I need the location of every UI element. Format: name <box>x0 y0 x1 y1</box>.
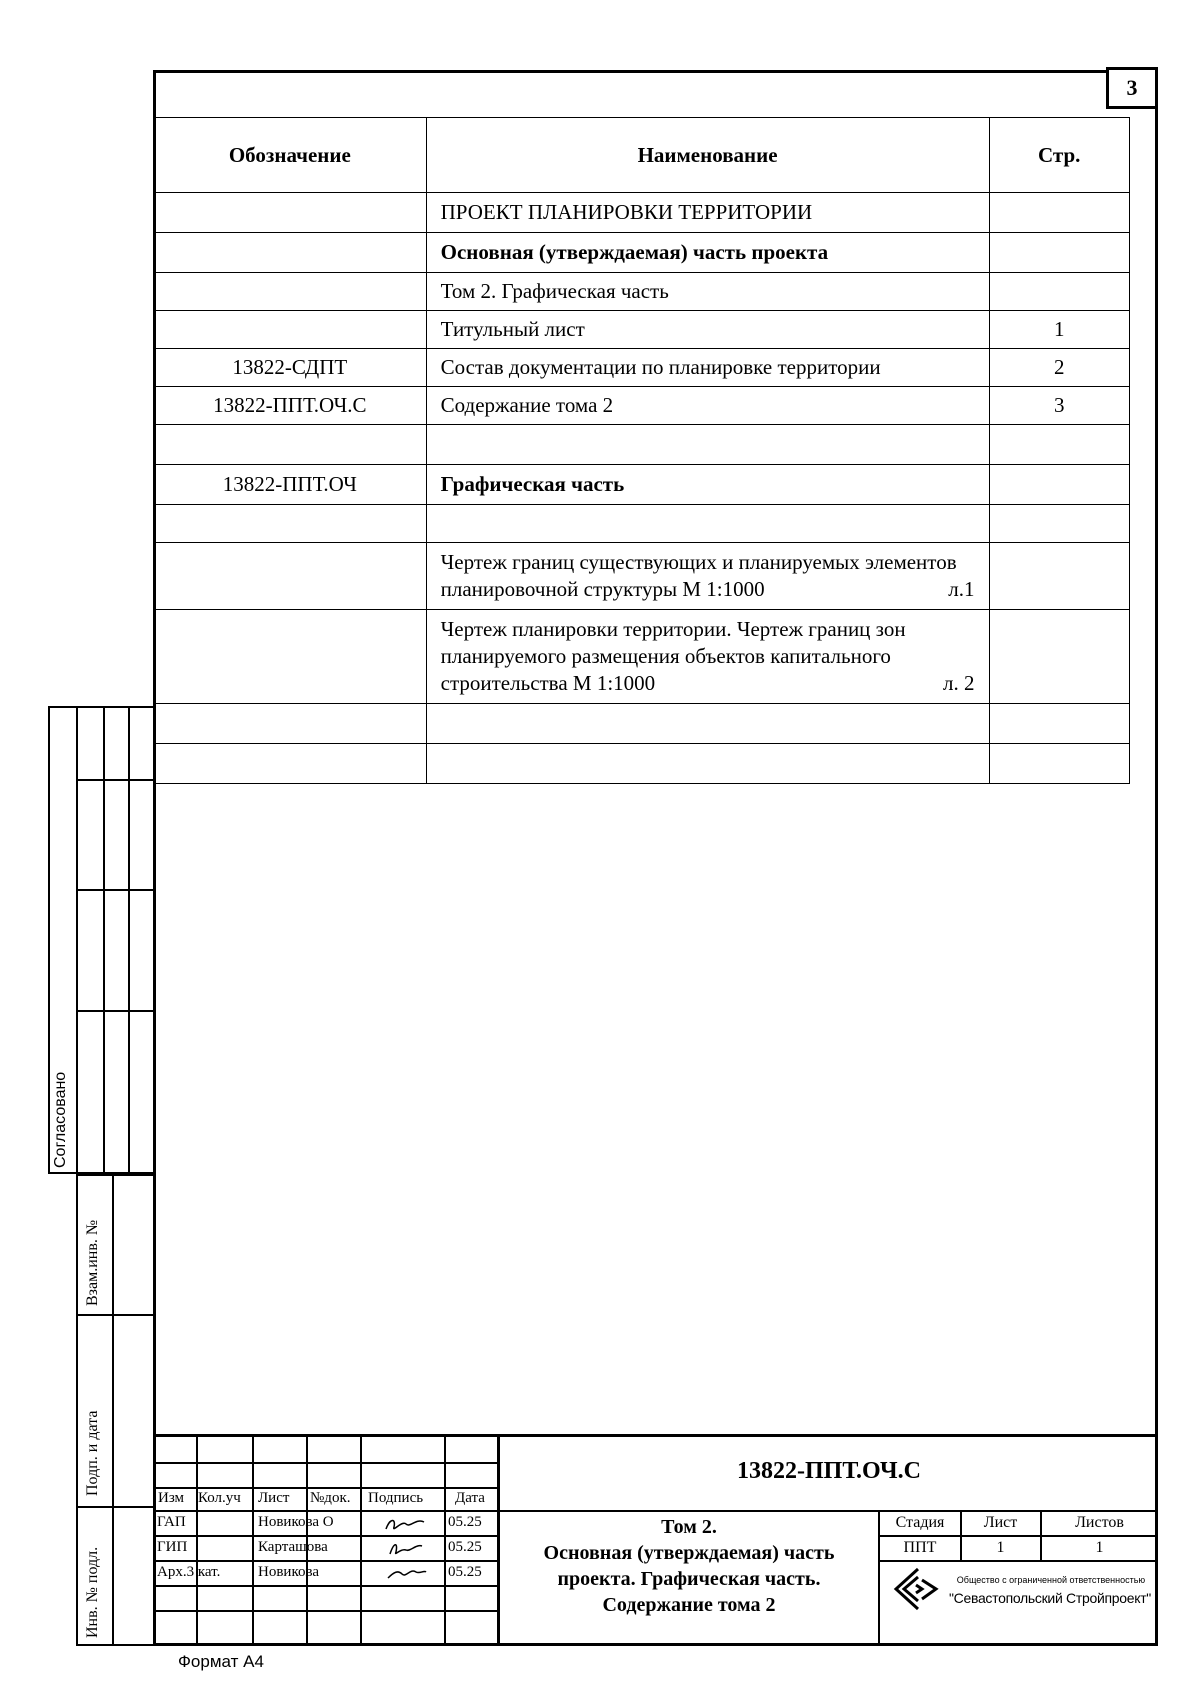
sign-date-label: Подп. и дата <box>84 1410 101 1496</box>
row-name: Графическая часть <box>426 465 989 505</box>
stage-value: ППТ <box>903 1539 937 1556</box>
col-date: Дата <box>455 1490 485 1506</box>
row-page <box>989 273 1130 311</box>
row-page: 1 <box>989 311 1130 349</box>
row-page <box>989 704 1130 744</box>
table-row <box>154 465 1130 505</box>
row-page <box>989 543 1130 610</box>
table-row <box>154 425 1130 465</box>
header-designation: Обозначение <box>154 118 427 193</box>
org-line-2: "Севастопольский Стройпроект" <box>949 1590 1151 1606</box>
row-page <box>989 505 1130 543</box>
header-name: Наименование <box>426 118 989 193</box>
name-1: Новикова О <box>258 1514 334 1530</box>
table-row <box>154 387 1130 425</box>
row-name <box>426 744 989 784</box>
row-designation <box>154 744 427 784</box>
role-3: Арх.3 кат. <box>157 1564 221 1580</box>
row-page <box>989 233 1130 273</box>
row-sheet-ref: л.1 <box>948 577 975 601</box>
date-1: 05.25 <box>448 1514 482 1530</box>
table-row <box>154 744 1130 784</box>
row-page <box>989 610 1130 704</box>
header-page: Стр. <box>989 118 1130 193</box>
row-name-text: Чертеж границ существующих и планируемых элементов планировочной структуры М 1:1000 <box>440 550 957 601</box>
contents-table <box>153 117 1130 784</box>
row-page: 2 <box>989 349 1130 387</box>
row-name <box>426 543 989 610</box>
signatures-image <box>380 1512 430 1584</box>
row-designation <box>154 425 427 465</box>
stage-label: Стадия <box>895 1514 945 1531</box>
col-izm: Изм <box>158 1490 185 1506</box>
org-line-1: Общество с ограниченной ответственностью <box>956 1575 1146 1585</box>
table-row <box>154 311 1130 349</box>
row-name: Содержание тома 2 <box>426 387 989 425</box>
table-row <box>154 543 1130 610</box>
sheets-label: Листов <box>1075 1514 1124 1531</box>
sheet-label: Лист <box>983 1514 1018 1531</box>
row-designation: 13822-ППТ.ОЧ <box>154 465 427 505</box>
table-row <box>154 610 1130 704</box>
sheets-value: 1 <box>1095 1539 1104 1556</box>
title-line-3: проекта. Графическая часть. <box>557 1568 821 1590</box>
company-logo-icon <box>892 1566 942 1612</box>
row-name <box>426 704 989 744</box>
row-page <box>989 465 1130 505</box>
row-name: Состав документации по планировке территории <box>426 349 989 387</box>
role-2: ГИП <box>157 1539 188 1555</box>
row-designation: 13822-ППТ.ОЧ.С <box>154 387 427 425</box>
row-name <box>426 425 989 465</box>
title-line-1: Том 2. <box>661 1516 717 1538</box>
doc-code: 13822-ППТ.ОЧ.С <box>737 1458 921 1484</box>
col-ndoc: №док. <box>310 1490 351 1506</box>
table-row <box>154 704 1130 744</box>
row-page <box>989 193 1130 233</box>
row-designation: 13822-СДПТ <box>154 349 427 387</box>
table-row <box>154 273 1130 311</box>
name-2: Карташова <box>258 1539 328 1555</box>
title-line-2: Основная (утверждаемая) часть <box>543 1542 835 1564</box>
row-designation <box>154 543 427 610</box>
row-name <box>426 505 989 543</box>
sheet-value: 1 <box>996 1539 1005 1556</box>
agreed-label: Согласовано <box>52 1071 69 1168</box>
row-designation <box>154 704 427 744</box>
name-3: Новикова <box>258 1564 320 1580</box>
table-row <box>154 349 1130 387</box>
col-kolvo: Кол.уч <box>198 1490 241 1506</box>
row-designation <box>154 233 427 273</box>
replace-inv-label: Взам.инв. № <box>84 1219 101 1306</box>
row-page: 3 <box>989 387 1130 425</box>
date-2: 05.25 <box>448 1539 482 1555</box>
date-3: 05.25 <box>448 1564 482 1580</box>
row-name-text: Чертеж планировки территории. Чертеж границ зон планируемого размещения объектов капитального строительства М 1:1000 <box>440 617 906 695</box>
col-list: Лист <box>258 1490 290 1506</box>
row-page <box>989 744 1130 784</box>
format-label: Формат А4 <box>178 1652 264 1671</box>
table-row <box>154 233 1130 273</box>
row-page <box>989 425 1130 465</box>
row-designation <box>154 311 427 349</box>
row-name <box>426 610 989 704</box>
row-name: Основная (утверждаемая) часть проекта <box>426 233 989 273</box>
row-designation <box>154 193 427 233</box>
row-name: Титульный лист <box>426 311 989 349</box>
row-designation <box>154 273 427 311</box>
inv-orig-label: Инв. № подл. <box>84 1546 101 1638</box>
table-row <box>154 193 1130 233</box>
title-line-4: Содержание тома 2 <box>602 1594 776 1616</box>
table-header-row <box>154 118 1130 193</box>
row-designation <box>154 610 427 704</box>
row-name: ПРОЕКТ ПЛАНИРОВКИ ТЕРРИТОРИИ <box>426 193 989 233</box>
col-signature: Подпись <box>368 1490 424 1506</box>
row-name: Том 2. Графическая часть <box>426 273 989 311</box>
row-sheet-ref: л. 2 <box>943 671 975 695</box>
table-row <box>154 505 1130 543</box>
title-text <box>500 1514 878 1618</box>
page-number: 3 <box>1106 67 1158 109</box>
role-1: ГАП <box>157 1514 186 1530</box>
row-designation <box>154 505 427 543</box>
